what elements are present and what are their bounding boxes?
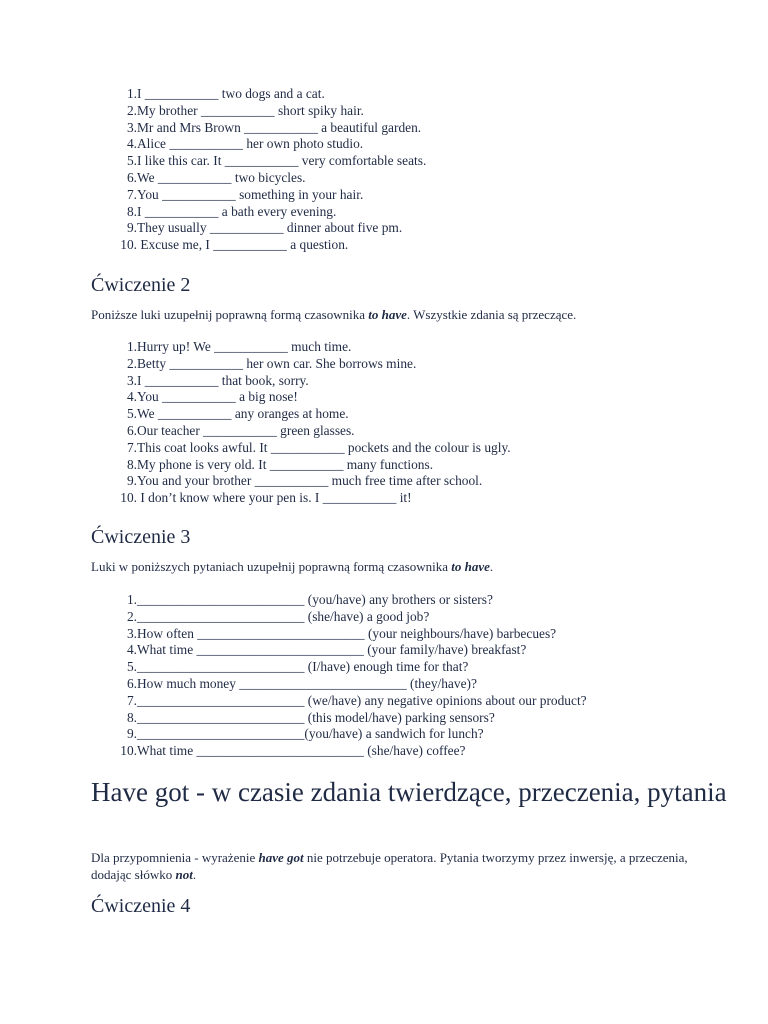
- item-number: 3.: [126, 625, 137, 641]
- item-text: Alice ___________ her own photo studio.: [137, 136, 364, 152]
- item-text: Mr and Mrs Brown ___________ a beautiful garden.: [137, 119, 422, 135]
- item-text: You ___________ something in your hair.: [137, 186, 364, 202]
- item-number: 3.: [126, 119, 137, 135]
- item-number: 10.: [120, 237, 137, 253]
- exercise-3-instruction: [91, 558, 493, 575]
- item-number: 2.: [126, 102, 137, 118]
- item-text: _________________________(you/have) a sandwich for lunch?: [137, 726, 484, 742]
- item-number: 8.: [126, 709, 137, 725]
- item-number: 9.: [126, 726, 137, 742]
- exercise-2-instruction: [91, 306, 576, 323]
- item-number: 8.: [126, 203, 137, 219]
- item-number: 9.: [126, 473, 137, 489]
- item-text: Excuse me, I ___________ a question.: [137, 237, 349, 253]
- note-text: Dla przypomnienia - wyrażenie: [91, 850, 259, 865]
- note-phrase: have got: [258, 850, 304, 865]
- instruction-verb: to have: [368, 307, 407, 322]
- instruction-text: . Wszystkie zdania są przeczące.: [406, 307, 577, 322]
- section-note: [91, 849, 691, 883]
- note-word: not: [175, 867, 193, 882]
- item-number: 10.: [120, 490, 137, 506]
- item-text: I don’t know where your pen is. I ___________ it!: [137, 490, 412, 506]
- item-text: _________________________ (you/have) any brothers or sisters?: [137, 592, 493, 607]
- item-number: 5.: [126, 406, 137, 422]
- item-text: Hurry up! We ___________ much time.: [137, 339, 352, 354]
- item-number: 4.: [126, 642, 137, 658]
- item-number: 2.: [126, 608, 137, 624]
- item-number: 1.: [126, 339, 137, 354]
- item-text: I ___________ two dogs and a cat.: [137, 86, 325, 101]
- item-text: They usually ___________ dinner about five pm.: [137, 220, 403, 236]
- item-text: I ___________ that book, sorry.: [137, 372, 309, 388]
- item-text: My brother ___________ short spiky hair.: [137, 102, 364, 118]
- item-number: 10.: [120, 743, 137, 759]
- item-text: _________________________ (she/have) a good job?: [137, 608, 430, 624]
- item-number: 8.: [126, 456, 137, 472]
- item-text: I like this car. It ___________ very comfortable seats.: [137, 153, 427, 169]
- item-text: What time _________________________ (she/have) coffee?: [137, 743, 466, 759]
- item-text: _________________________ (we/have) any negative opinions about our product?: [137, 692, 587, 708]
- item-number: 6.: [126, 675, 137, 691]
- instruction-verb: to have: [451, 559, 490, 574]
- item-text: _________________________ (this model/have) parking sensors?: [137, 709, 495, 725]
- exercise-2-title: Ćwiczenie 2: [91, 274, 191, 296]
- instruction-text: .: [489, 559, 494, 574]
- item-number: 7.: [126, 439, 137, 455]
- item-number: 4.: [126, 136, 137, 152]
- item-text: How often _________________________ (your neighbours/have) barbecues?: [137, 625, 557, 641]
- exercise-3-title: Ćwiczenie 3: [91, 526, 191, 548]
- section-heading: Have got - w czasie zdania twierdzące, przeczenia, pytania: [91, 777, 727, 807]
- item-text: Betty ___________ her own car. She borrows mine.: [137, 355, 417, 371]
- item-number: 6.: [126, 422, 137, 438]
- item-text: Our teacher ___________ green glasses.: [137, 422, 355, 438]
- item-number: 6.: [126, 169, 137, 185]
- item-text: We ___________ any oranges at home.: [137, 406, 349, 422]
- item-number: 3.: [126, 372, 137, 388]
- item-text: You and your brother ___________ much free time after school.: [137, 473, 483, 489]
- item-text: My phone is very old. It ___________ many functions.: [137, 456, 434, 472]
- item-text: How much money _________________________ (they/have)?: [137, 675, 477, 691]
- item-number: 7.: [126, 692, 137, 708]
- instruction-text: Poniższe luki uzupełnij poprawną formą czasownika: [91, 307, 369, 322]
- item-number: 2.: [126, 355, 137, 371]
- item-number: 1.: [126, 86, 137, 101]
- item-text: We ___________ two bicycles.: [137, 169, 306, 185]
- note-text: nie potrzebuje operatora. Pytania tworzymy przez inwersję, a przeczenia, dodając słówko: [91, 850, 688, 882]
- item-text: I ___________ a bath every evening.: [137, 203, 337, 219]
- item-number: 5.: [126, 153, 137, 169]
- item-text: This coat looks awful. It ___________ pockets and the colour is ugly.: [137, 439, 511, 455]
- item-text: _________________________ (I/have) enough time for that?: [137, 659, 469, 675]
- item-number: 5.: [126, 659, 137, 675]
- note-text: .: [192, 867, 197, 882]
- instruction-text: Luki w poniższych pytaniach uzupełnij poprawną formą czasownika: [91, 559, 452, 574]
- item-text: What time _________________________ (your family/have) breakfast?: [137, 642, 527, 658]
- item-text: You ___________ a big nose!: [137, 389, 298, 405]
- item-number: 7.: [126, 186, 137, 202]
- item-number: 4.: [126, 389, 137, 405]
- item-number: 9.: [126, 220, 137, 236]
- exercise-4-title: Ćwiczenie 4: [91, 895, 191, 917]
- item-number: 1.: [126, 592, 137, 607]
